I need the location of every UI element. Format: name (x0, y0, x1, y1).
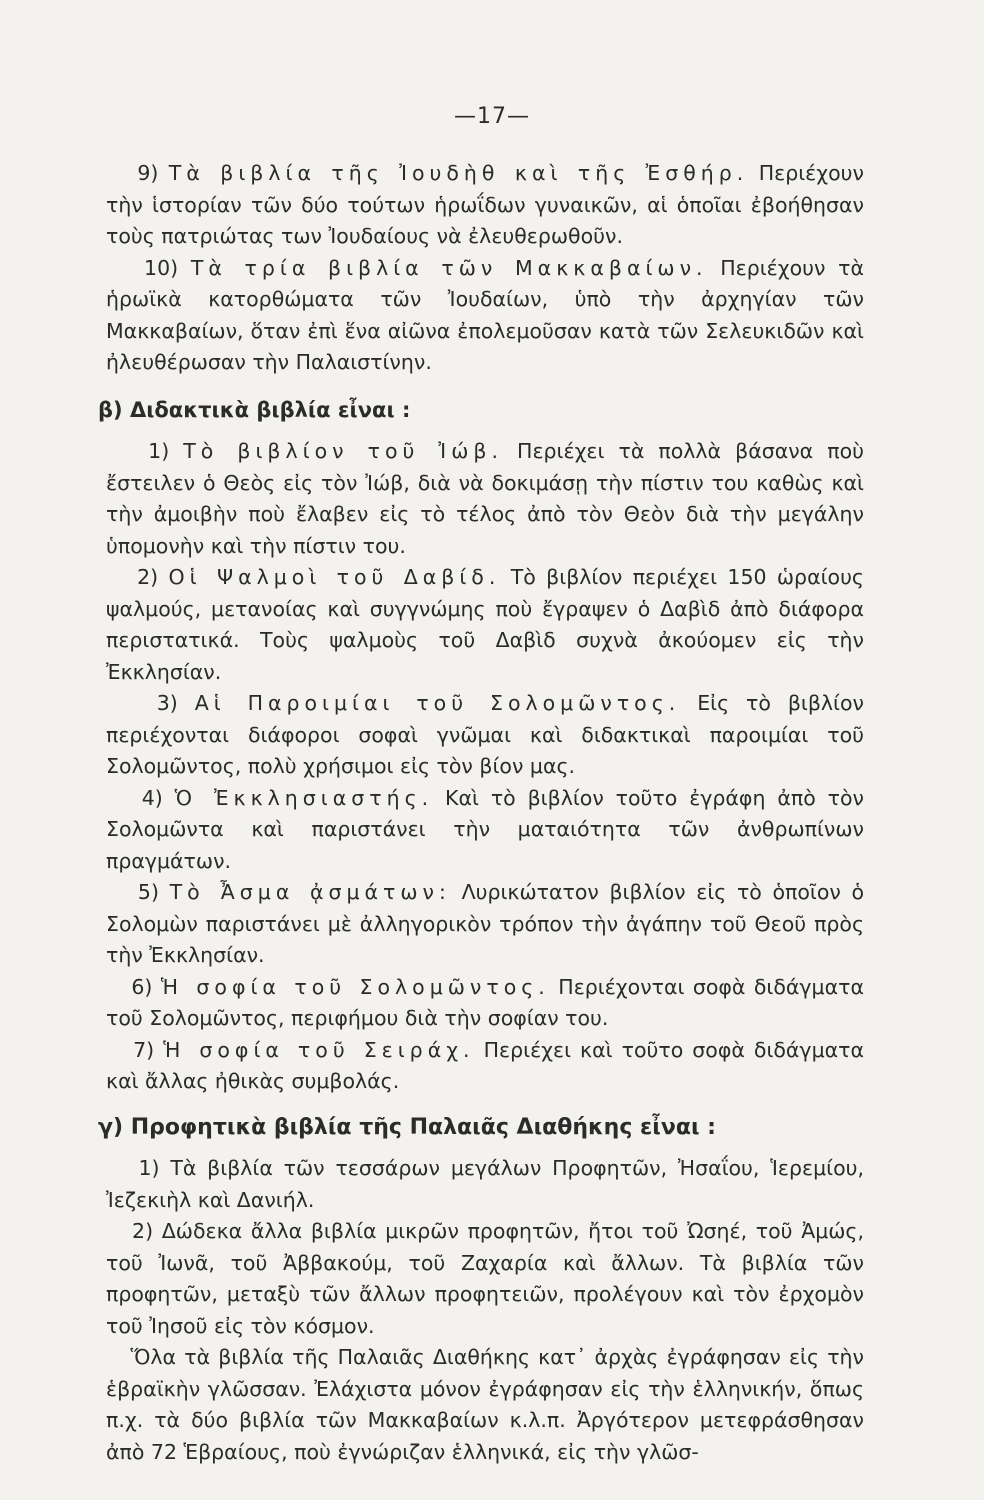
item-number: 3) (156, 691, 178, 715)
item-number: 5) (137, 880, 159, 904)
page-number: —17— (454, 104, 530, 129)
item-text: Καὶ τὸ βιβλίον τοῦτο ἐγράφη ἀπὸ τὸν Σολομῶντα καὶ παριστάνει τὴν ματαιότητα τῶν ἀνθρωπίνων πραγμάτων. (106, 785, 864, 873)
item-text: Τὰ βιβλία τῶν τεσσάρων μεγάλων Προφητῶν, Ἠσαΐου, Ἱερεμίου, Ἰεζεκιὴλ καὶ Δανιήλ. (106, 1156, 864, 1212)
item-number: 7) (133, 1037, 155, 1062)
item-title: Τὸ Ἆσμα ᾀσμάτων: (169, 880, 451, 904)
list-item (106, 436, 864, 562)
section-heading-b: β) Διδακτικὰ βιβλία εἶναι : (98, 397, 411, 422)
list-item (106, 158, 864, 253)
section-heading-c: γ) Προφητικὰ βιβλία τῆς Παλαιᾶς Διαθήκης εἶναι : (98, 1114, 716, 1140)
item-title: Ἡ σοφία τοῦ Σολομῶντος. (160, 974, 550, 999)
item-text: Λυρικώτατον βιβλίον εἰς τὸ ὁποῖον ὁ Σολομὼν παριστάνει μὲ ἀλληγορικὸν τρόπον τὴν ἀγάπην τοῦ Θεοῦ πρὸς τὴν Ἐκκλησίαν. (106, 880, 864, 967)
list-item (106, 562, 864, 688)
item-number: 1) (138, 1156, 160, 1180)
item-text: Περιέχονται σοφὰ διδάγματα τοῦ Σολομῶντος, περιφήμου διὰ τὴν σοφίαν του. (106, 974, 864, 1030)
item-title: Τὰ τρία βιβλία τῶν Μακκαβαίων. (190, 255, 708, 280)
list-item (106, 1216, 864, 1342)
list-item (106, 783, 864, 878)
item-number: 9) (137, 161, 159, 185)
list-item (106, 972, 864, 1035)
list-item (106, 1035, 864, 1098)
item-number: 2) (137, 565, 159, 589)
item-number: 2) (132, 1219, 154, 1243)
item-number: 10) (144, 255, 179, 280)
list-item (106, 688, 864, 783)
list-item (106, 253, 864, 379)
item-text: Περιέχει τὰ πολλὰ βάσανα ποὺ ἔστειλεν ὁ Θεὸς εἰς τὸν Ἰώβ, διὰ νὰ δοκιμάσῃ τὴν πίστιν του καθὼς καὶ τὴν ἀμοιβὴν ποὺ ἔλαβεν εἰς τὸ τέλος ἀπὸ τὸν Θεὸν διὰ τὴν μεγάλην ὑπομονὴν καὶ τὴν πίστιν του. (106, 439, 864, 558)
item-number: 1) (148, 439, 170, 463)
closing-paragraph (106, 1342, 864, 1468)
item-number: 6) (131, 974, 153, 999)
item-text: Περιέχει καὶ τοῦτο σοφὰ διδάγματα καὶ ἄλλας ἠθικὰς συμβολάς. (106, 1037, 864, 1093)
item-text: Δώδεκα ἄλλα βιβλία μικρῶν προφητῶν, ἤτοι τοῦ Ὠσηέ, τοῦ Ἀμώς, τοῦ Ἰωνᾶ, τοῦ Ἀββακούμ, τοῦ Ζαχαρία καὶ ἄλλων. Τὰ βιβλία τῶν προφητῶν, μεταξὺ τῶν ἄλλων προφητειῶν, προλέγουν καὶ τὸν ἐρχομὸν τοῦ Ἰησοῦ εἰς τὸν κόσμον. (106, 1219, 864, 1338)
item-text: Τὸ βιβλίον περιέχει 150 ὡραίους ψαλμούς, μετανοίας καὶ συγγνώμης ποὺ ἔγραψεν ὁ Δαβὶδ ἀπὸ διάφορα περιστατικά. Τοὺς ψαλμοὺς τοῦ Δαβὶδ συχνὰ ἀκούομεν εἰς τὴν Ἐκκλησίαν. (106, 565, 864, 684)
item-title: Ὁ Ἐκκλησιαστής. (174, 785, 434, 810)
item-number: 4) (141, 785, 163, 810)
item-title: Αἱ Παροιμίαι τοῦ Σολομῶντος. (194, 691, 681, 715)
item-title: Οἱ Ψαλμοὶ τοῦ Δαβίδ. (168, 565, 501, 589)
item-text: Περιέχουν τὴν ἱστορίαν τῶν δύο τούτων ἡρωΐδων γυναικῶν, αἱ ὁποῖαι ἐβοήθησαν τοὺς πατριώτας των Ἰουδαίους νὰ ἐλευθερωθοῦν. (106, 161, 864, 248)
item-text: Εἰς τὸ βιβλίον περιέχονται διάφοροι σοφαὶ γνῶμαι καὶ διδακτικαὶ παροιμίαι τοῦ Σολομῶντος, πολὺ χρήσιμοι εἰς τὸν βίον μας. (106, 691, 864, 778)
item-title: Τὰ βιβλία τῆς Ἰουδὴθ καὶ τῆς Ἐσθήρ. (168, 161, 749, 185)
list-item (106, 877, 864, 972)
page-body (98, 158, 864, 1468)
closing-text: Ὅλα τὰ βιβλία τῆς Παλαιᾶς Διαθήκης κατ᾽ ἀρχὰς ἐγράφησαν εἰς τὴν ἑβραϊκὴν γλῶσσαν. Ἐλάχιστα μόνον ἐγράφησαν εἰς τὴν ἑλληνικήν, ὅπως π.χ. τὰ δύο βιβλία τῶν Μακκαβαίων κ.λ.π. Ἀργότερον μετεφράσθησαν ἀπὸ 72 Ἑβραίους, ποὺ ἐγνώριζαν ἑλληνικά, εἰς τὴν γλῶσ- (106, 1345, 864, 1464)
item-title: Ἡ σοφία τοῦ Σειράχ. (163, 1037, 475, 1062)
item-text: Περιέχουν τὰ ἡρωϊκὰ κατορθώματα τῶν Ἰουδαίων, ὑπὸ τὴν ἀρχηγίαν τῶν Μακκαβαίων, ὅταν ἐπὶ ἕνα αἰῶνα ἐπολεμοῦσαν κατὰ τῶν Σελευκιδῶν καὶ ἠλευθέρωσαν τὴν Παλαιστίνην. (106, 255, 864, 374)
list-item (106, 1153, 864, 1216)
item-title: Τὸ βιβλίον τοῦ Ἰώβ. (183, 439, 503, 463)
